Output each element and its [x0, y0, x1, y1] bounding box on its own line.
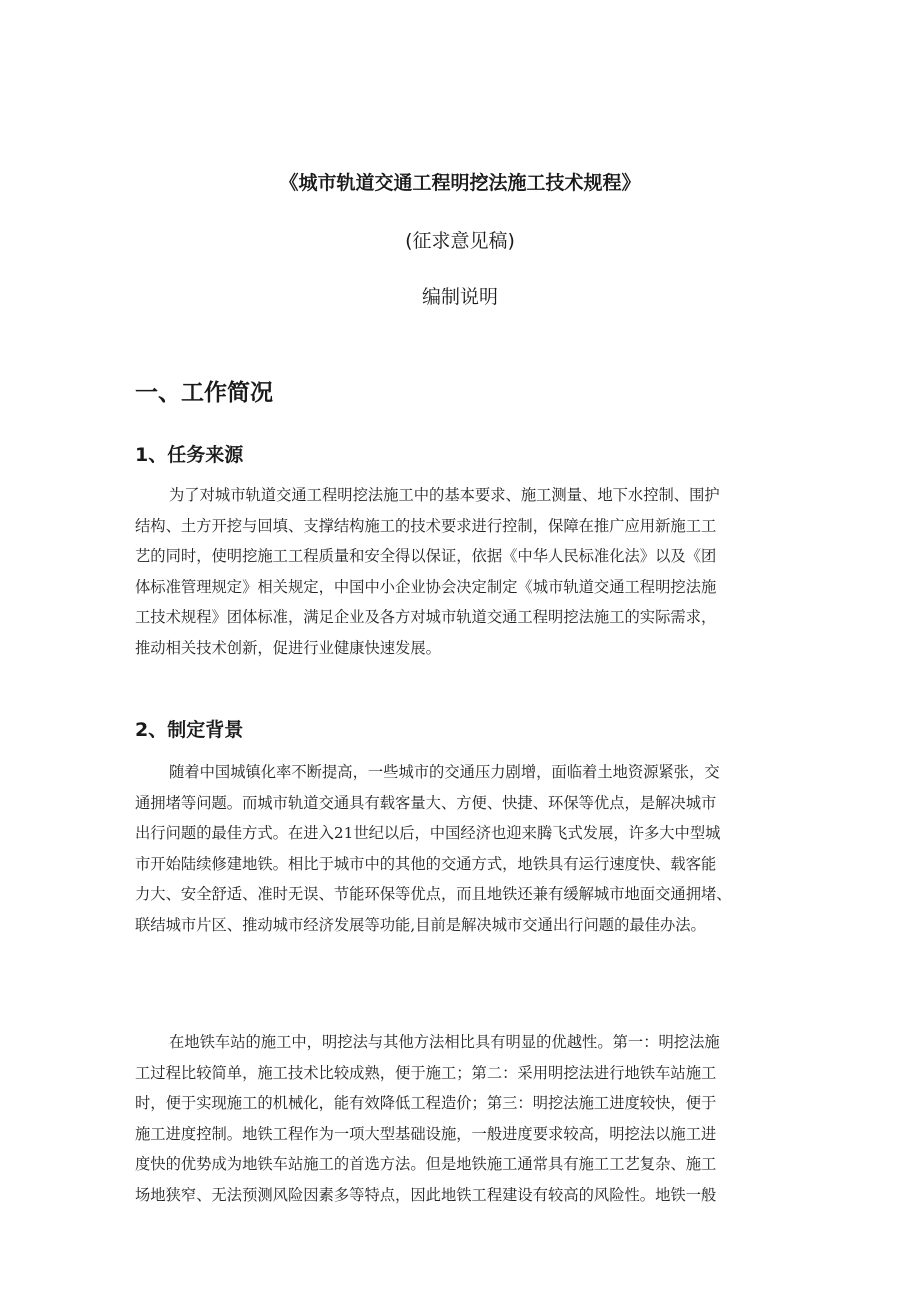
paragraph-line: 随着中国城镇化率不断提高，一些城市的交通压力剧增，面临着土地资源紧张，交	[169, 763, 720, 781]
paragraph-line: 场地狭窄、无法预测风险因素多等特点，因此地铁工程建设有较高的风险性。地铁一般	[135, 1185, 717, 1204]
paragraph-line: 在地铁车站的施工中，明挖法与其他方法相比具有明显的优越性。第一：明挖法施	[169, 1033, 720, 1051]
paragraph-line: 体标准管理规定》相关规定，中国中小企业协会决定制定《城市轨道交通工程明挖法施	[135, 577, 717, 596]
paragraph-line: 度快的优势成为地铁车站施工的首选方法。但是地铁施工通常具有施工工艺复杂、施工	[135, 1155, 717, 1173]
subsection-title-background: 2、制定背景	[135, 719, 244, 741]
paragraph-task-source	[135, 480, 785, 663]
document-title: 《城市轨道交通工程明挖法施工技术规程》	[279, 172, 641, 194]
paragraph-line: 为了对城市轨道交通工程明挖法施工中的基本要求、施工测量、地下水控制、围护	[169, 486, 720, 504]
paragraph-line: 联结城市片区、推动城市经济发展等功能,目前是解决城市交通出行问题的最佳办法。	[135, 915, 706, 934]
paragraph-background-1	[135, 757, 785, 940]
paragraph-line: 艺的同时，使明挖施工工程质量和安全得以保证，依据《中华人民标准化法》以及《团	[135, 547, 717, 565]
paragraph-background-2	[135, 1027, 785, 1210]
paragraph-line: 工技术规程》团体标准，满足企业及各方对城市轨道交通工程明挖法施工的实际需求，	[135, 608, 717, 626]
paragraph-line: 工过程比较简单，施工技术比较成熟，便于施工；第二：采用明挖法进行地铁车站施工	[135, 1063, 717, 1082]
paragraph-line: 市开始陆续修建地铁。相比于城市中的其他的交通方式，地铁具有运行速度快、载客能	[135, 854, 717, 873]
document-heading: 编制说明	[421, 286, 498, 308]
section-title: 一、工作简况	[135, 380, 273, 406]
paragraph-line: 推动相关技术创新，促进行业健康快速发展。	[135, 638, 441, 657]
paragraph-line: 施工进度控制。地铁工程作为一项大型基础设施，一般进度要求较高，明挖法以施工进	[135, 1124, 717, 1143]
paragraph-line: 时，便于实现施工的机械化，能有效降低工程造价；第三：明挖法施工进度较快，便于	[135, 1094, 717, 1112]
document-subtitle: (征求意见稿)	[405, 230, 515, 252]
subsection-title-task-source: 1、任务来源	[135, 444, 244, 466]
paragraph-line: 通拥堵等问题。而城市轨道交通具有载客量大、方便、快捷、环保等优点，是解决城市	[135, 793, 717, 812]
paragraph-line: 结构、土方开挖与回填、支撑结构施工的技术要求进行控制，保障在推广应用新施工工	[135, 516, 717, 535]
paragraph-line: 力大、安全舒适、准时无误、节能环保等优点，而且地铁还兼有缓解城市地面交通拥堵、	[135, 885, 732, 903]
paragraph-line: 出行问题的最佳方式。在进入21世纪以后，中国经济也迎来腾飞式发展，许多大中型城	[135, 824, 721, 842]
